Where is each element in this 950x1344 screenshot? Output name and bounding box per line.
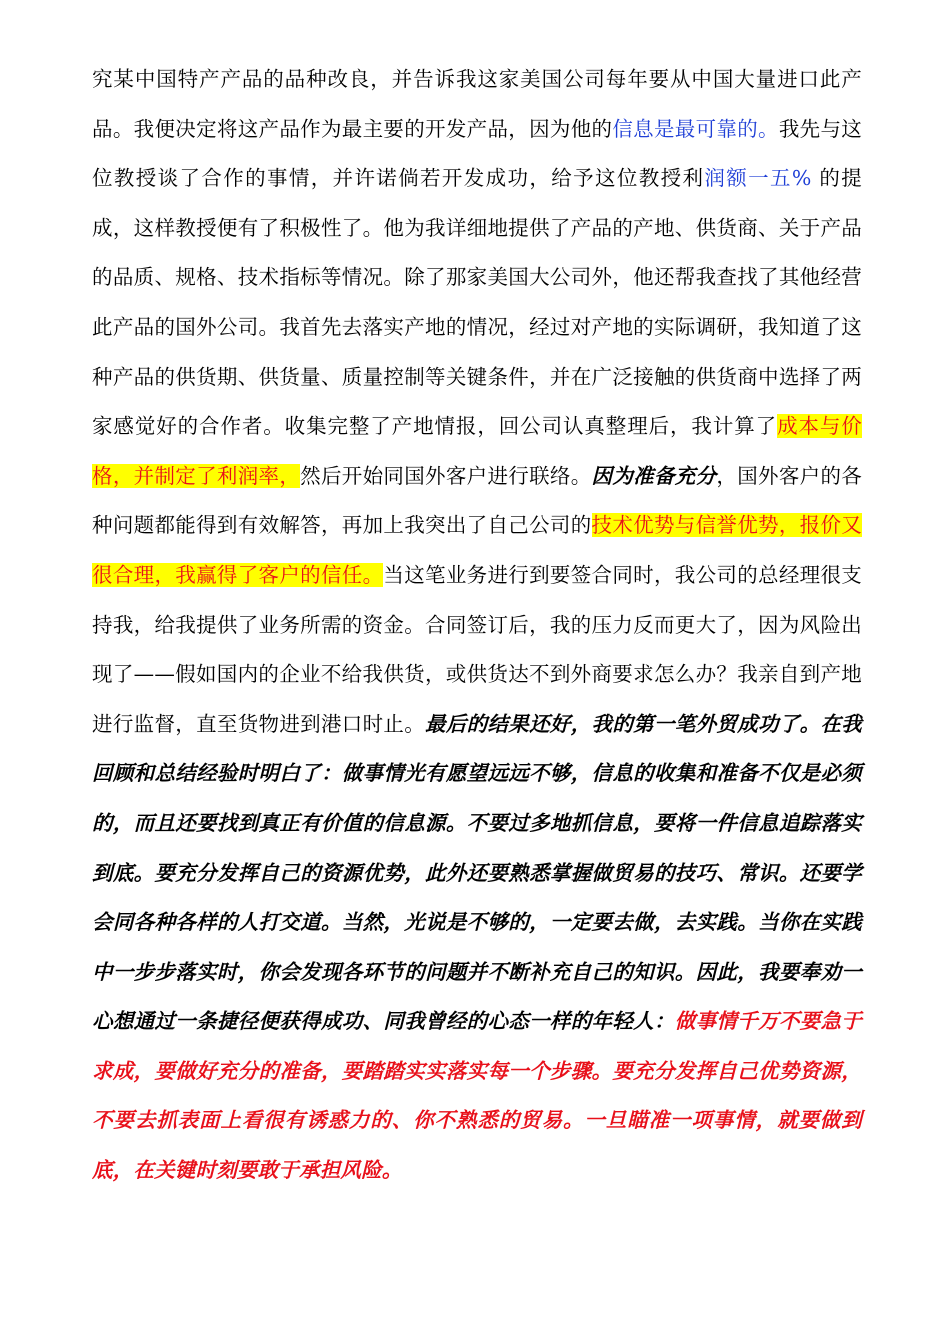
- blue-text-segment: 润额一五%: [704, 166, 812, 191]
- text-segment: ，国外客户的各种问题都能得到有效解答，再加上我突出了自己公司的: [92, 463, 863, 538]
- text-segment: 我先与这位教授谈了合作的事情，并许诺倘若开发成功，给予这位教授利: [92, 116, 862, 191]
- text-segment: 究某中国特产产品的品种改良，并告诉我这家美国公司每年要从中国大量进口此产品。我便决定将这产品作为最主要的开发产品，因为他的: [92, 67, 862, 141]
- text-segment: 的提成，这样教授便有了积极性了。他为我详细地提供了产品的产地、供货商、关于产品的品质、规格、技术指标等情况。除了那家美国大公司外，他还帮我查找了其他经营此产品的国外公司。我首先去落实产地的情况，经过对产地的实际调研，我知道了这种产品的供货期、供货量、质量控制等关键条件，并在广泛接触的供货商中选择了两家感觉好的合作者。收集完整了产地情报，回公司认真整理后，我计算了: [92, 166, 862, 439]
- bold-italic-text-segment: 因为准备充分: [591, 463, 717, 488]
- bold-italic-text-segment: 最后的结果还好，我的第一笔外贸成功了。在我回顾和总结经验时明白了：做事情光有愿望远远不够，信息的收集和准备不仅是必须的，而且还要找到真正有价值的信息源。不要过多地抓信息，要将一件信息追踪落实到底。要充分发挥自己的资源优势，此外还要熟悉掌握做贸易的技巧、常识。还要学会同各种各样的人打交道。当然，光说是不够的，一定要去做，去实践。当你在实践中一步步落实时，你会发现各环节的问题并不断补充自己的知识。因此，我要奉劝一心想通过一条捷径便获得成功、同我曾经的心态一样的年轻人：: [92, 711, 863, 1034]
- blue-text-segment: 信息是最可靠的。: [612, 116, 779, 141]
- text-segment: 当这笔业务进行到要签合同时，我公司的总经理很支持我，给我提供了业务所需的资金。合同签订后，我的压力反而更大了，因为风险出现了——假如国内的企业不给我供货，或供货达不到外商要求怎么办？我亲自到产地进行监督，直至货物进到港口时止。: [92, 562, 862, 736]
- red-bold-italic-text-segment: 做事情千万不要急于求成，要做好充分的准备，要踏踏实实落实每一个步骤。要充分发挥自己优势资源，不要去抓表面上看很有诱惑力的、你不熟悉的贸易。一旦瞄准一项事情，就要做到底，在关键时刻要敢于承担风险。: [92, 1009, 862, 1183]
- highlighted-text-segment: 技术优势与信誉优势，报价又很合理，我赢得了客户的信任。: [92, 513, 862, 587]
- text-segment: 然后开始同国外客户进行联络。: [300, 463, 592, 488]
- highlighted-text-segment: 成本与价格，并制定了利润率，: [92, 414, 862, 488]
- body-paragraph: [92, 55, 862, 1196]
